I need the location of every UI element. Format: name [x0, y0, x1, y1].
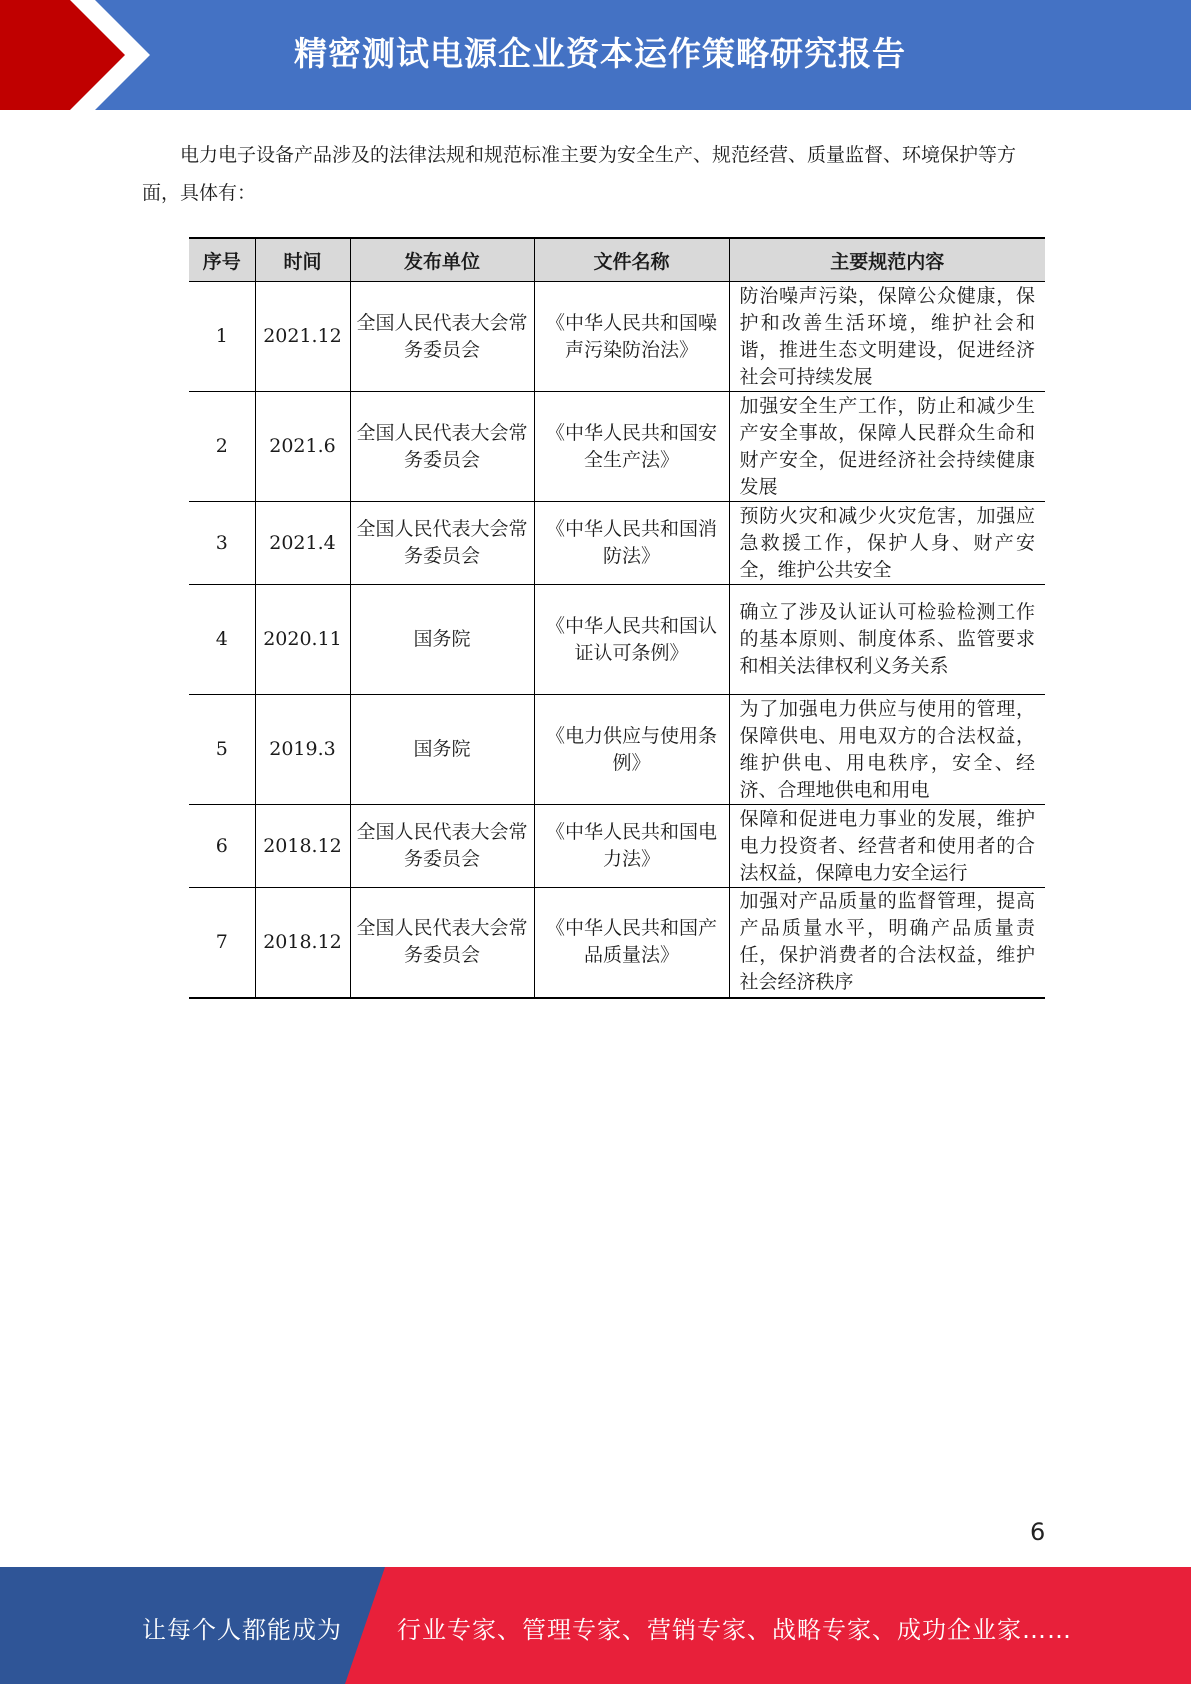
cell-no: 7 — [189, 888, 255, 998]
cell-date: 2018.12 — [255, 888, 350, 998]
table-row — [189, 695, 1045, 805]
cell-no: 1 — [189, 282, 255, 392]
cell-no: 6 — [189, 805, 255, 888]
cell-document: 《中华人民共和国消防法》 — [534, 502, 729, 585]
footer-tagline: 行业专家、管理专家、营销专家、战略专家、成功企业家…… — [397, 1616, 1072, 1644]
cell-no: 4 — [189, 585, 255, 695]
header-banner — [0, 0, 1191, 110]
cell-content: 保障和促进电力事业的发展，维护电力投资者、经营者和使用者的合法权益，保障电力安全运行 — [729, 805, 1045, 888]
column-header-document: 文件名称 — [534, 238, 729, 282]
cell-no: 5 — [189, 695, 255, 805]
cell-date: 2019.3 — [255, 695, 350, 805]
table-row — [189, 585, 1045, 695]
footer-slogan: 让每个人都能成为 — [142, 1616, 342, 1644]
cell-document: 《中华人民共和国产品质量法》 — [534, 888, 729, 998]
cell-issuer: 全国人民代表大会常务委员会 — [350, 888, 534, 998]
cell-date: 2021.4 — [255, 502, 350, 585]
cell-date: 2018.12 — [255, 805, 350, 888]
cell-no: 3 — [189, 502, 255, 585]
cell-content: 为了加强电力供应与使用的管理，保障供电、用电双方的合法权益，维护供电、用电秩序，安全、经济、合理地供电和用电 — [729, 695, 1045, 805]
cell-date: 2021.12 — [255, 282, 350, 392]
cell-content: 加强对产品质量的监督管理，提高产品质量水平，明确产品质量责任，保护消费者的合法权益，维护社会经济秩序 — [729, 888, 1045, 998]
table-row — [189, 888, 1045, 998]
cell-no: 2 — [189, 392, 255, 502]
cell-content: 预防火灾和减少火灾危害，加强应急救援工作，保护人身、财产安全，维护公共安全 — [729, 502, 1045, 585]
table-row — [189, 502, 1045, 585]
page-number: 6 — [1030, 1518, 1046, 1546]
cell-issuer: 全国人民代表大会常务委员会 — [350, 392, 534, 502]
cell-document: 《电力供应与使用条例》 — [534, 695, 729, 805]
cell-content: 加强安全生产工作，防止和减少生产安全事故，保障人民群众生命和财产安全，促进经济社会持续健康发展 — [729, 392, 1045, 502]
table-row — [189, 282, 1045, 392]
cell-document: 《中华人民共和国安全生产法》 — [534, 392, 729, 502]
cell-issuer: 国务院 — [350, 695, 534, 805]
intro-paragraph: 电力电子设备产品涉及的法律法规和规范标准主要为安全生产、规范经营、质量监督、环境保护等方面，具体有： — [142, 144, 1017, 204]
table-row — [189, 392, 1045, 502]
cell-content: 确立了涉及认证认可检验检测工作的基本原则、制度体系、监管要求和相关法律权利义务关系 — [729, 585, 1045, 695]
column-header-no: 序号 — [189, 238, 255, 282]
table-row — [189, 805, 1045, 888]
cell-document: 《中华人民共和国电力法》 — [534, 805, 729, 888]
cell-document: 《中华人民共和国噪声污染防治法》 — [534, 282, 729, 392]
regulations-table — [189, 237, 1045, 999]
column-header-issuer: 发布单位 — [350, 238, 534, 282]
cell-content: 防治噪声污染，保障公众健康，保护和改善生活环境，维护社会和谐，推进生态文明建设，促进经济社会可持续发展 — [729, 282, 1045, 392]
cell-date: 2021.6 — [255, 392, 350, 502]
cell-issuer: 全国人民代表大会常务委员会 — [350, 805, 534, 888]
cell-issuer: 全国人民代表大会常务委员会 — [350, 282, 534, 392]
table-header-row — [189, 238, 1045, 282]
cell-issuer: 全国人民代表大会常务委员会 — [350, 502, 534, 585]
column-header-date: 时间 — [255, 238, 350, 282]
column-header-content: 主要规范内容 — [729, 238, 1045, 282]
cell-date: 2020.11 — [255, 585, 350, 695]
report-title: 精密测试电源企业资本运作策略研究报告 — [294, 34, 906, 73]
cell-document: 《中华人民共和国认证认可条例》 — [534, 585, 729, 695]
cell-issuer: 国务院 — [350, 585, 534, 695]
